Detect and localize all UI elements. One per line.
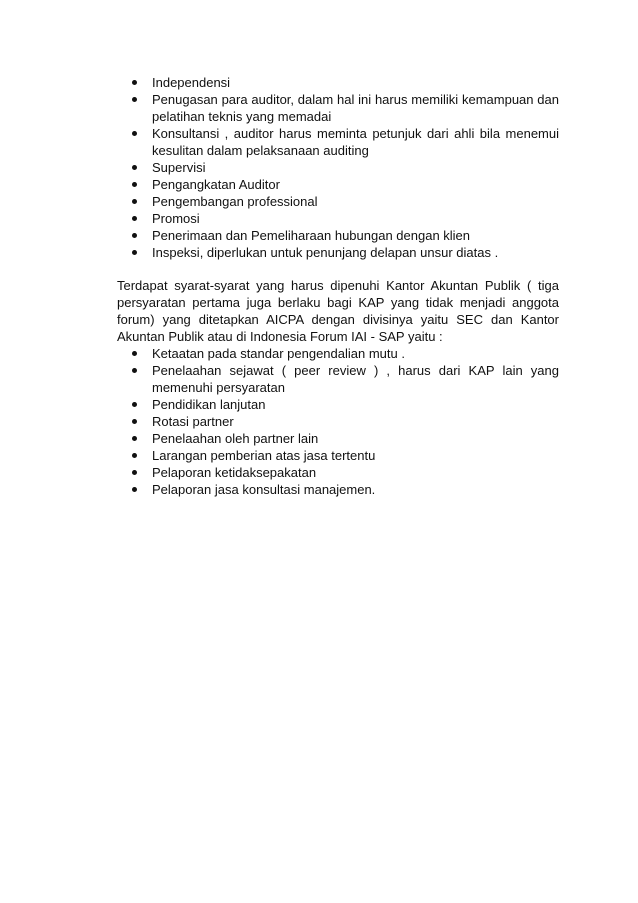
list-item bbox=[117, 91, 559, 125]
list-item bbox=[117, 396, 559, 413]
bullet-icon bbox=[132, 97, 137, 102]
bullet-icon bbox=[132, 182, 137, 187]
list-item-text: Independensi bbox=[152, 75, 231, 90]
list-item-text: Supervisi bbox=[152, 160, 206, 175]
bullet-icon bbox=[132, 216, 137, 221]
list-item-text: Promosi bbox=[152, 211, 200, 226]
list-item-text: Pengembangan professional bbox=[152, 194, 318, 209]
bullet-icon bbox=[132, 470, 137, 475]
bullet-icon bbox=[132, 436, 137, 441]
list-item bbox=[117, 159, 559, 176]
list-item bbox=[117, 447, 559, 464]
list-item bbox=[117, 74, 559, 91]
list-item bbox=[117, 125, 559, 159]
list-item bbox=[117, 193, 559, 210]
list-item bbox=[117, 176, 559, 193]
bullet-icon bbox=[132, 250, 137, 255]
list-item-text: Larangan pemberian atas jasa tertentu bbox=[152, 448, 376, 463]
list-item bbox=[117, 210, 559, 227]
list-item-text: Pengangkatan Auditor bbox=[152, 177, 280, 192]
quality-elements-list bbox=[117, 74, 559, 261]
bullet-icon bbox=[132, 419, 137, 424]
bullet-icon bbox=[132, 368, 137, 373]
list-item bbox=[117, 464, 559, 481]
bullet-icon bbox=[132, 131, 137, 136]
bullet-icon bbox=[132, 233, 137, 238]
list-item-text: Konsultansi , auditor harus meminta petunjuk dari ahli bila menemui kesulitan dalam pelaksanaan auditing bbox=[152, 126, 559, 158]
list-item bbox=[117, 345, 559, 362]
bullet-icon bbox=[132, 402, 137, 407]
list-item bbox=[117, 413, 559, 430]
bullet-icon bbox=[132, 199, 137, 204]
bullet-icon bbox=[132, 453, 137, 458]
list-item-text: Penugasan para auditor, dalam hal ini harus memiliki kemampuan dan pelatihan teknis yang memadai bbox=[152, 92, 559, 124]
list-item-text: Rotasi partner bbox=[152, 414, 234, 429]
list-item bbox=[117, 481, 559, 498]
list-item-text: Penerimaan dan Pemeliharaan hubungan dengan klien bbox=[152, 228, 471, 243]
list-item bbox=[117, 430, 559, 447]
list-item bbox=[117, 227, 559, 244]
bullet-icon bbox=[132, 351, 137, 356]
list-item-text: Pendidikan lanjutan bbox=[152, 397, 266, 412]
list-item-text: Penelaahan sejawat ( peer review ) , harus dari KAP lain yang memenuhi persyaratan bbox=[152, 363, 559, 395]
document-page bbox=[117, 74, 559, 498]
list-item bbox=[117, 362, 559, 396]
list-item-text: Inspeksi, diperlukan untuk penunjang delapan unsur diatas . bbox=[152, 245, 499, 260]
list-item-text: Pelaporan jasa konsultasi manajemen. bbox=[152, 482, 376, 497]
bullet-icon bbox=[132, 80, 137, 85]
requirements-list bbox=[117, 345, 559, 498]
list-item-text: Pelaporan ketidaksepakatan bbox=[152, 465, 317, 480]
list-item-text: Penelaahan oleh partner lain bbox=[152, 431, 319, 446]
bullet-icon bbox=[132, 165, 137, 170]
list-item-text: Ketaatan pada standar pengendalian mutu . bbox=[152, 346, 405, 361]
list-item bbox=[117, 244, 559, 261]
body-paragraph: Terdapat syarat-syarat yang harus dipenuhi Kantor Akuntan Publik ( tiga persyaratan pertama juga berlaku bagi KAP yang tidak menjadi anggota forum) yang ditetapkan AICPA dengan divisinya yaitu SEC dan Kantor Akuntan Publik atau di Indonesia Forum IAI - SAP yaitu : bbox=[117, 278, 559, 344]
bullet-icon bbox=[132, 487, 137, 492]
